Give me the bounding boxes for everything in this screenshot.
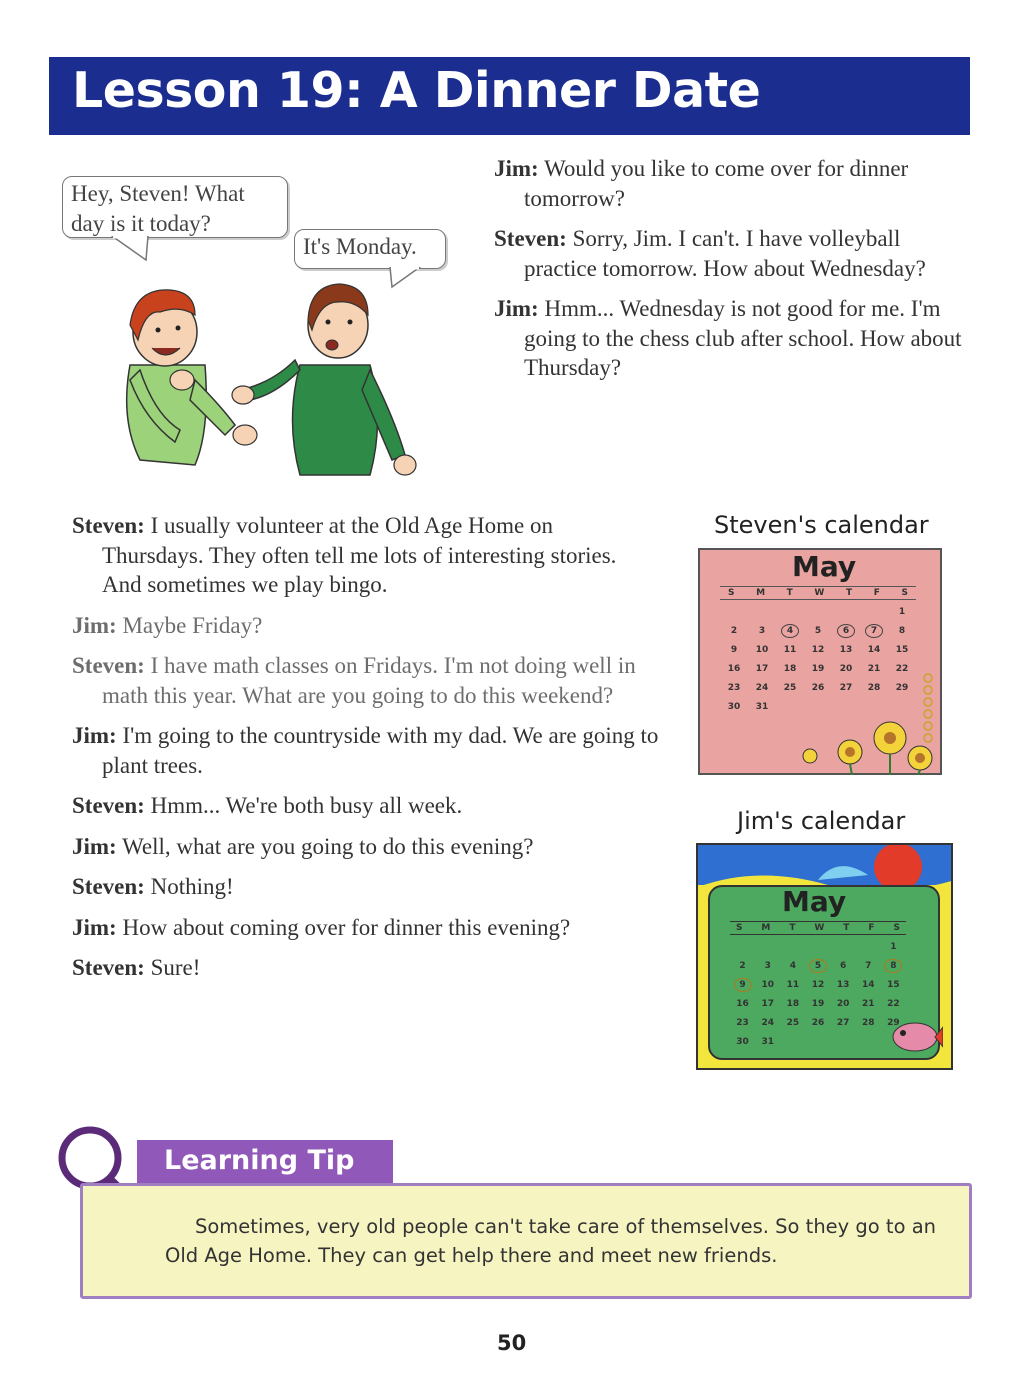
weekday-label: M bbox=[756, 588, 766, 598]
speaker-name: Jim: bbox=[72, 914, 117, 940]
day-number: 7 bbox=[865, 960, 872, 971]
steven-speech-bubble bbox=[294, 229, 446, 269]
tip-box bbox=[80, 1183, 972, 1299]
day-number: 19 bbox=[811, 663, 825, 674]
day-number: 2 bbox=[730, 625, 738, 636]
weekday-label: F bbox=[868, 923, 875, 933]
day-number: 21 bbox=[867, 663, 881, 674]
day-number: 16 bbox=[736, 998, 749, 1009]
dialogue-line bbox=[494, 224, 974, 283]
calendar-day bbox=[748, 645, 776, 655]
day-number: 12 bbox=[811, 644, 825, 655]
calendar-day bbox=[860, 664, 888, 674]
day-number: 19 bbox=[811, 998, 825, 1009]
steven-calendar-label: Steven's calendar bbox=[714, 511, 929, 539]
day-number: 28 bbox=[867, 682, 881, 693]
speaker-name: Jim: bbox=[72, 612, 117, 638]
calendar-day bbox=[780, 999, 805, 1009]
calendar-day bbox=[832, 624, 860, 638]
calendar-day bbox=[804, 664, 832, 674]
day-number: 10 bbox=[755, 644, 769, 655]
circled-day: 9 bbox=[734, 978, 752, 992]
day-number: 13 bbox=[836, 979, 850, 990]
calendar-day bbox=[720, 702, 748, 712]
day-number: 23 bbox=[736, 1017, 749, 1028]
dialogue-line bbox=[72, 953, 652, 983]
fish-decoration bbox=[883, 1015, 943, 1060]
calendar-day bbox=[856, 1018, 881, 1028]
jim-calendar-label: Jim's calendar bbox=[737, 807, 906, 835]
speaker-name: Jim: bbox=[494, 156, 539, 181]
day-number: 4 bbox=[789, 960, 796, 971]
weekday-label: S bbox=[901, 588, 908, 598]
day-number: 26 bbox=[811, 682, 825, 693]
day-number: 18 bbox=[783, 663, 797, 674]
calendar-day bbox=[888, 607, 916, 617]
day-number: 20 bbox=[836, 998, 850, 1009]
calendar-day bbox=[755, 1037, 780, 1047]
jim-bubble-text: Hey, Steven! What day is it today? bbox=[71, 181, 245, 236]
boys-illustration bbox=[100, 270, 450, 485]
day-number: 1 bbox=[890, 941, 897, 952]
calendar-day bbox=[748, 702, 776, 712]
circled-day: 7 bbox=[865, 624, 883, 638]
circled-day: 5 bbox=[809, 959, 827, 973]
calendar-day bbox=[780, 961, 805, 971]
calendar-month: May bbox=[792, 550, 857, 583]
day-number: 29 bbox=[887, 1017, 900, 1028]
day-number: 16 bbox=[727, 663, 741, 674]
speaker-name: Steven: bbox=[72, 653, 145, 678]
line-text: Maybe Friday? bbox=[122, 612, 263, 638]
speaker-name: Jim: bbox=[72, 723, 117, 748]
flowers-decoration bbox=[780, 690, 940, 775]
tip-text: Sometimes, very old people can't take care of themselves. So they go to an Old Age Home. They can get help there and meet new friends. bbox=[165, 1215, 936, 1267]
day-number: 20 bbox=[839, 663, 853, 674]
day-number: 25 bbox=[783, 682, 797, 693]
day-number: 5 bbox=[814, 625, 822, 636]
jim-calendar bbox=[696, 843, 953, 1070]
dialogue-line bbox=[72, 721, 672, 780]
dialogue-line bbox=[72, 791, 652, 821]
line-text: Would you like to come over for dinner tomorrow? bbox=[524, 156, 909, 211]
calendar-week-row bbox=[730, 1032, 906, 1051]
calendar-day bbox=[805, 980, 830, 990]
calendar-day bbox=[748, 683, 776, 693]
day-number: 31 bbox=[761, 1036, 774, 1047]
day-number: 11 bbox=[783, 644, 797, 655]
steven-bubble-text: It's Monday. bbox=[303, 234, 417, 259]
day-number: 22 bbox=[887, 998, 900, 1009]
day-number: 30 bbox=[727, 701, 741, 712]
calendar-days bbox=[730, 937, 906, 1051]
weekday-label: S bbox=[893, 923, 900, 933]
day-number: 12 bbox=[811, 979, 825, 990]
day-number: 22 bbox=[895, 663, 909, 674]
weekday-header bbox=[730, 921, 906, 935]
line-text: I usually volunteer at the Old Age Home on Thursdays. They often tell me lots of interesting stories. And sometimes we play bingo. bbox=[102, 513, 617, 597]
day-number: 17 bbox=[755, 663, 769, 674]
calendar-day bbox=[720, 626, 748, 636]
day-number: 11 bbox=[786, 979, 800, 990]
calendar-week-row bbox=[730, 994, 906, 1013]
dialogue-line bbox=[72, 832, 652, 862]
calendar-day bbox=[730, 978, 755, 992]
calendar-day bbox=[860, 645, 888, 655]
circled-day: 4 bbox=[781, 624, 799, 638]
dialogue-line bbox=[494, 154, 974, 213]
day-number: 3 bbox=[764, 960, 771, 971]
dialogue-line bbox=[72, 651, 652, 710]
tip-heading: Learning Tip bbox=[164, 1145, 355, 1176]
day-number: 9 bbox=[730, 644, 738, 655]
calendar-day bbox=[805, 1018, 830, 1028]
day-number: 27 bbox=[836, 1017, 850, 1028]
circled-day: 8 bbox=[884, 959, 902, 973]
day-number: 2 bbox=[739, 960, 746, 971]
day-number: 17 bbox=[761, 998, 774, 1009]
calendar-day bbox=[881, 980, 906, 990]
calendar-day bbox=[831, 961, 856, 971]
calendar-day bbox=[730, 1018, 755, 1028]
dialogue-line bbox=[494, 294, 974, 383]
calendar-day bbox=[881, 999, 906, 1009]
calendar-day bbox=[755, 1018, 780, 1028]
speaker-name: Steven: bbox=[72, 513, 145, 538]
calendar-day bbox=[888, 626, 916, 636]
weekday-label: T bbox=[786, 588, 793, 598]
speaker-name: Steven: bbox=[494, 226, 567, 251]
calendar-day bbox=[881, 959, 906, 973]
dialogue-top bbox=[494, 154, 974, 383]
dialogue-line bbox=[72, 511, 652, 600]
calendar-day bbox=[720, 683, 748, 693]
calendar-day bbox=[805, 999, 830, 1009]
calendar-day bbox=[831, 1018, 856, 1028]
calendar-day bbox=[805, 959, 830, 973]
calendar-day bbox=[856, 999, 881, 1009]
circled-day: 6 bbox=[837, 624, 855, 638]
ring-decoration bbox=[920, 670, 936, 750]
calendar-day bbox=[730, 999, 755, 1009]
calendar-day bbox=[776, 664, 804, 674]
day-number: 1 bbox=[898, 606, 906, 617]
weekday-label: T bbox=[843, 923, 850, 933]
calendar-day bbox=[831, 999, 856, 1009]
day-number: 31 bbox=[755, 701, 769, 712]
calendar-day bbox=[755, 980, 780, 990]
day-number: 28 bbox=[862, 1017, 875, 1028]
calendar-day bbox=[780, 1018, 805, 1028]
day-number: 25 bbox=[786, 1017, 800, 1028]
speaker-name: Jim: bbox=[494, 296, 539, 321]
calendar-day bbox=[860, 624, 888, 638]
jim-bubble-tail bbox=[110, 236, 150, 262]
day-number: 10 bbox=[761, 979, 774, 990]
day-number: 27 bbox=[839, 682, 853, 693]
calendar-week-row bbox=[720, 659, 916, 678]
calendar-week-row bbox=[720, 640, 916, 659]
day-number: 8 bbox=[898, 625, 906, 636]
calendar-day bbox=[831, 980, 856, 990]
dialogue-line bbox=[72, 872, 652, 902]
weekday-label: S bbox=[728, 588, 735, 598]
calendar-day bbox=[755, 999, 780, 1009]
calendar-day bbox=[888, 645, 916, 655]
calendar-day bbox=[780, 980, 805, 990]
weekday-label: S bbox=[736, 923, 743, 933]
speaker-name: Jim: bbox=[72, 833, 117, 859]
day-number: 24 bbox=[755, 682, 769, 693]
page-number: 50 bbox=[497, 1331, 527, 1355]
day-number: 21 bbox=[862, 998, 875, 1009]
weekday-header bbox=[720, 586, 916, 600]
day-number: 13 bbox=[839, 644, 853, 655]
line-text: Hmm... We're both busy all week. bbox=[150, 793, 463, 818]
day-number: 15 bbox=[887, 979, 900, 990]
calendar-week-row bbox=[730, 937, 906, 956]
steven-figure bbox=[232, 284, 416, 475]
line-text: Sorry, Jim. I can't. I have volleyball practice tomorrow. How about Wednesday? bbox=[524, 226, 926, 281]
calendar-week-row bbox=[730, 956, 906, 975]
day-number: 26 bbox=[811, 1017, 825, 1028]
calendar-day bbox=[755, 961, 780, 971]
calendar-week-row bbox=[720, 602, 916, 621]
weekday-label: M bbox=[761, 923, 771, 933]
calendar-month: May bbox=[782, 885, 847, 918]
weekday-label: T bbox=[789, 923, 796, 933]
jim-speech-bubble bbox=[62, 176, 288, 238]
calendar-day bbox=[804, 645, 832, 655]
calendar-day bbox=[748, 626, 776, 636]
day-number: 23 bbox=[727, 682, 741, 693]
day-number: 3 bbox=[758, 625, 766, 636]
calendar-day bbox=[730, 961, 755, 971]
line-text: Hmm... Wednesday is not good for me. I'm going to the chess club after school. How about Thursday? bbox=[524, 296, 962, 380]
calendar-day bbox=[748, 664, 776, 674]
dialogue-line bbox=[72, 913, 602, 943]
steven-calendar bbox=[698, 548, 942, 775]
line-text: I have math classes on Fridays. I'm not doing well in math this year. What are you going to do this weekend? bbox=[102, 653, 636, 708]
day-number: 24 bbox=[761, 1017, 774, 1028]
line-text: I'm going to the countryside with my dad. We are going to plant trees. bbox=[102, 723, 659, 778]
calendar-day bbox=[804, 626, 832, 636]
calendar-day bbox=[776, 645, 804, 655]
weekday-label: F bbox=[873, 588, 880, 598]
calendar-day bbox=[776, 624, 804, 638]
line-text: Sure! bbox=[150, 955, 201, 980]
speaker-name: Steven: bbox=[72, 874, 145, 899]
calendar-day bbox=[856, 980, 881, 990]
speaker-name: Steven: bbox=[72, 955, 145, 980]
calendar-day bbox=[730, 1037, 755, 1047]
calendar-day bbox=[832, 664, 860, 674]
calendar-day bbox=[888, 664, 916, 674]
day-number: 29 bbox=[895, 682, 909, 693]
speaker-name: Steven: bbox=[72, 793, 145, 818]
day-number: 15 bbox=[895, 644, 909, 655]
day-number: 14 bbox=[867, 644, 881, 655]
calendar-week-row bbox=[720, 621, 916, 640]
day-number: 14 bbox=[862, 979, 875, 990]
weekday-label: T bbox=[845, 588, 853, 598]
calendar-week-row bbox=[730, 1013, 906, 1032]
jim-figure bbox=[127, 290, 257, 465]
calendar-day bbox=[881, 942, 906, 952]
day-number: 30 bbox=[736, 1036, 749, 1047]
dialogue-line bbox=[72, 611, 652, 641]
line-text: How about coming over for dinner this evening? bbox=[122, 914, 571, 940]
day-number: 18 bbox=[786, 998, 800, 1009]
page-title: Lesson 19: A Dinner Date bbox=[72, 62, 761, 119]
weekday-label: W bbox=[814, 923, 825, 933]
calendar-week-row bbox=[730, 975, 906, 994]
line-text: Well, what are you going to do this evening? bbox=[122, 833, 534, 859]
calendar-day bbox=[832, 645, 860, 655]
line-text: Nothing! bbox=[150, 874, 234, 899]
calendar-day bbox=[720, 645, 748, 655]
calendar-day bbox=[856, 961, 881, 971]
day-number: 6 bbox=[839, 960, 847, 971]
dialogue-bottom bbox=[72, 511, 659, 983]
calendar-day bbox=[720, 664, 748, 674]
weekday-label: W bbox=[814, 588, 825, 598]
